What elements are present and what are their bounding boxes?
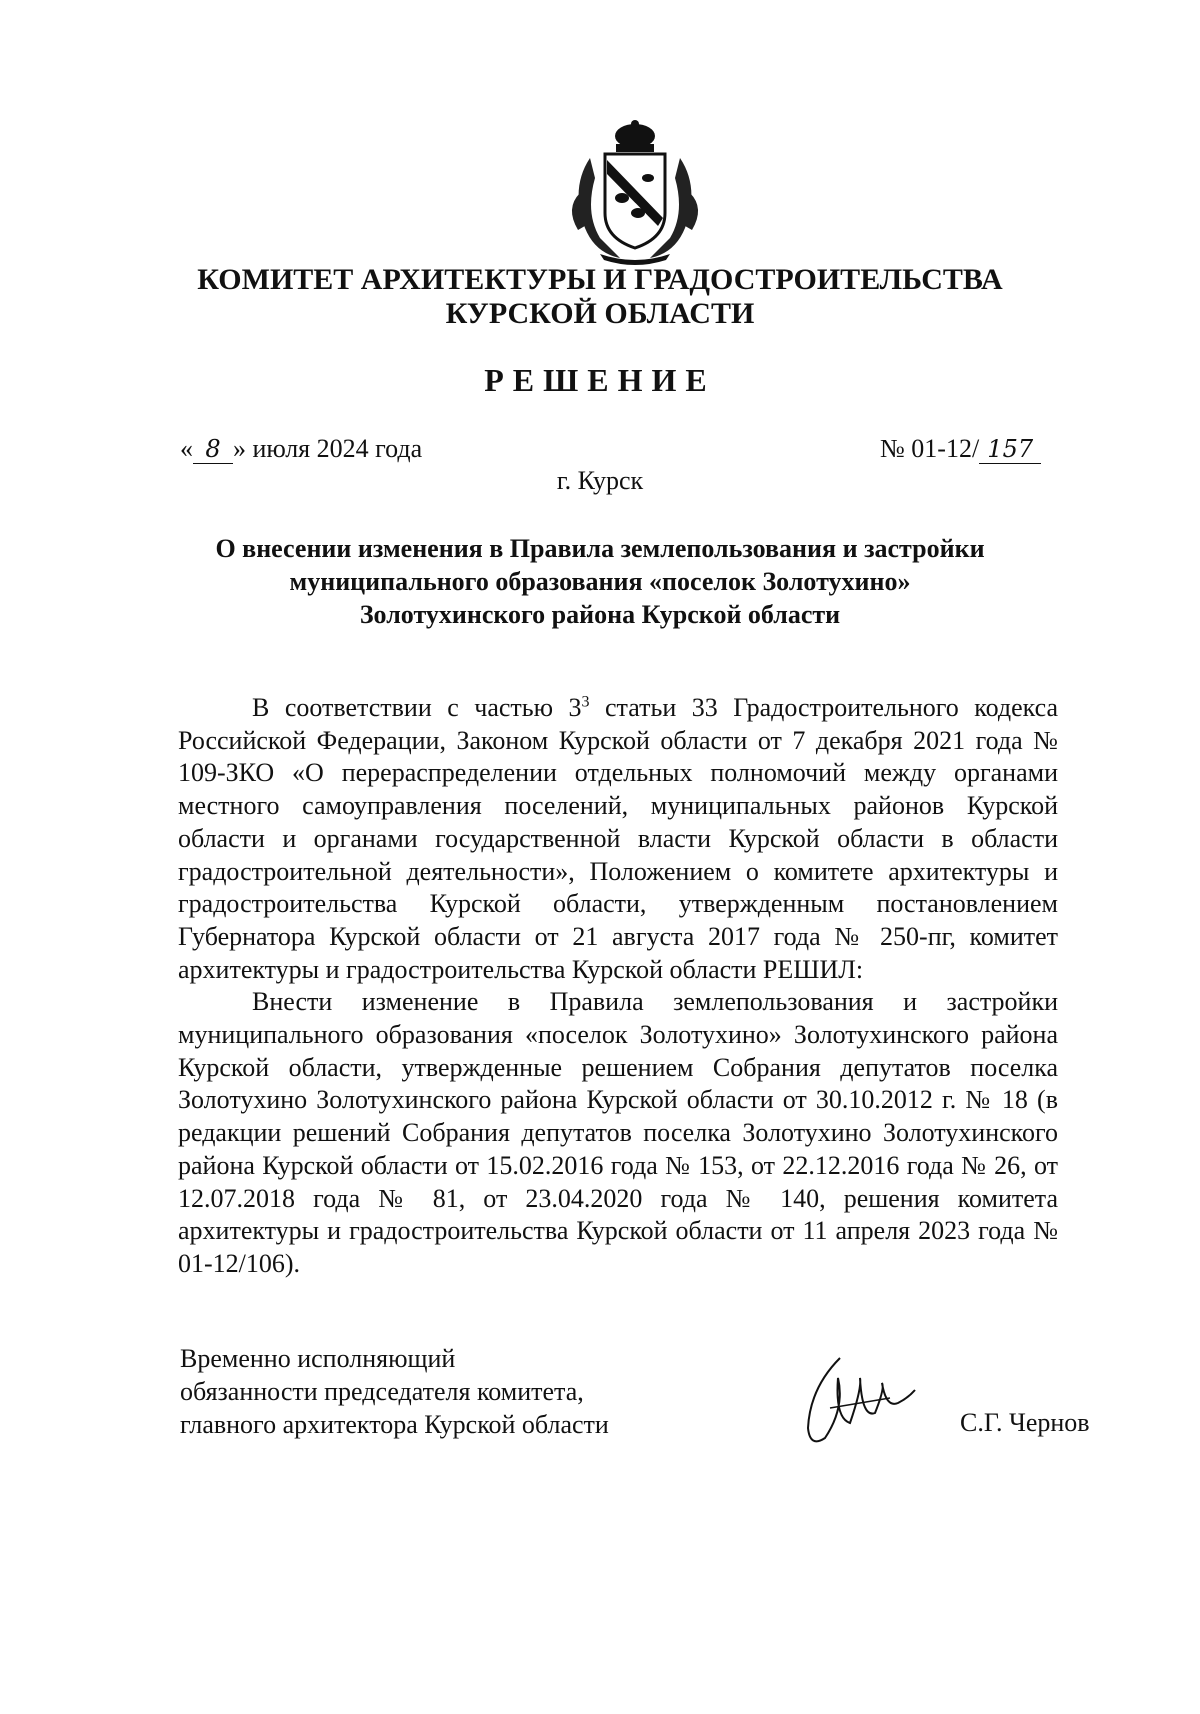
- document-type-title: РЕШЕНИЕ: [484, 362, 716, 398]
- body-paragraph-1-rest: статьи 33 Градостроительного кодекса Российской Федерации, Законом Курской области от 7 декабря 2021 года № 109-ЗКО «О перераспределении отдельных полномочий между органами местного самоуправления поселений, муниципальных районов Курской области и органами государственной власти Курской области в области градостроительной деятельности», Положением о комитете архитектуры и градостроительства Курской области, утвержденным постановлением Губернатора Курской области от 21 августа 2017 года № 250-пг, комитет архитектуры и градостроительства Курской области РЕШИЛ:: [178, 693, 1059, 984]
- body-paragraph-1-start: В соответствии с частью 3: [252, 693, 582, 722]
- organization-name-line2: КУРСКОЙ ОБЛАСТИ: [445, 297, 755, 330]
- subject-line2: муниципального образования «поселок Золотухино»: [289, 567, 911, 596]
- coat-of-arms-icon: [560, 118, 710, 268]
- body-paragraph-1: [178, 692, 1058, 986]
- subject-line1: О внесении изменения в Правила землепользования и застройки: [215, 534, 985, 563]
- subject-line3: Золотухинского района Курской области: [359, 600, 841, 629]
- decision-subject: [150, 532, 1050, 631]
- decision-date: [180, 434, 422, 464]
- date-day-handwritten: 8: [193, 435, 233, 464]
- city-name: г. Курск: [556, 466, 644, 495]
- body-paragraph-2: Внести изменение в Правила землепользования и застройки муниципального образования «поселок Золотухино» Золотухинского района Курской области, утвержденные решением Собрания депутатов поселка Золотухино Золотухинского района Курской области от 30.10.2012 г. № 18 (в редакции решений Собрания депутатов поселка Золотухино Золотухинского района Курской области от 15.02.2016 года № 153, от 22.12.2016 года № 26, от 12.07.2018 года № 81, от 23.04.2020 года № 140, решения комитета архитектуры и градостроительства Курской области от 11 апреля 2023 года № 01-12/106).: [178, 987, 1058, 1278]
- date-open-quote: «: [180, 434, 193, 463]
- date-month-year: » июля 2024 года: [233, 434, 423, 463]
- signatory-name: С.Г. Чернов: [960, 1408, 1090, 1437]
- signatory-position: [180, 1342, 609, 1441]
- superscript: 3: [581, 693, 590, 711]
- handwritten-signature: [790, 1348, 930, 1458]
- position-line1: Временно исполняющий: [180, 1344, 456, 1373]
- position-line2: обязанности председателя комитета,: [180, 1377, 584, 1406]
- number-handwritten: 157: [979, 435, 1041, 464]
- decision-body: [178, 692, 1058, 1281]
- decision-number: [880, 434, 1041, 464]
- position-line3: главного архитектора Курской области: [180, 1410, 609, 1439]
- number-prefix: № 01-12/: [880, 434, 980, 463]
- organization-name-line1: КОМИТЕТ АРХИТЕКТУРЫ И ГРАДОСТРОИТЕЛЬСТВА: [197, 263, 1003, 296]
